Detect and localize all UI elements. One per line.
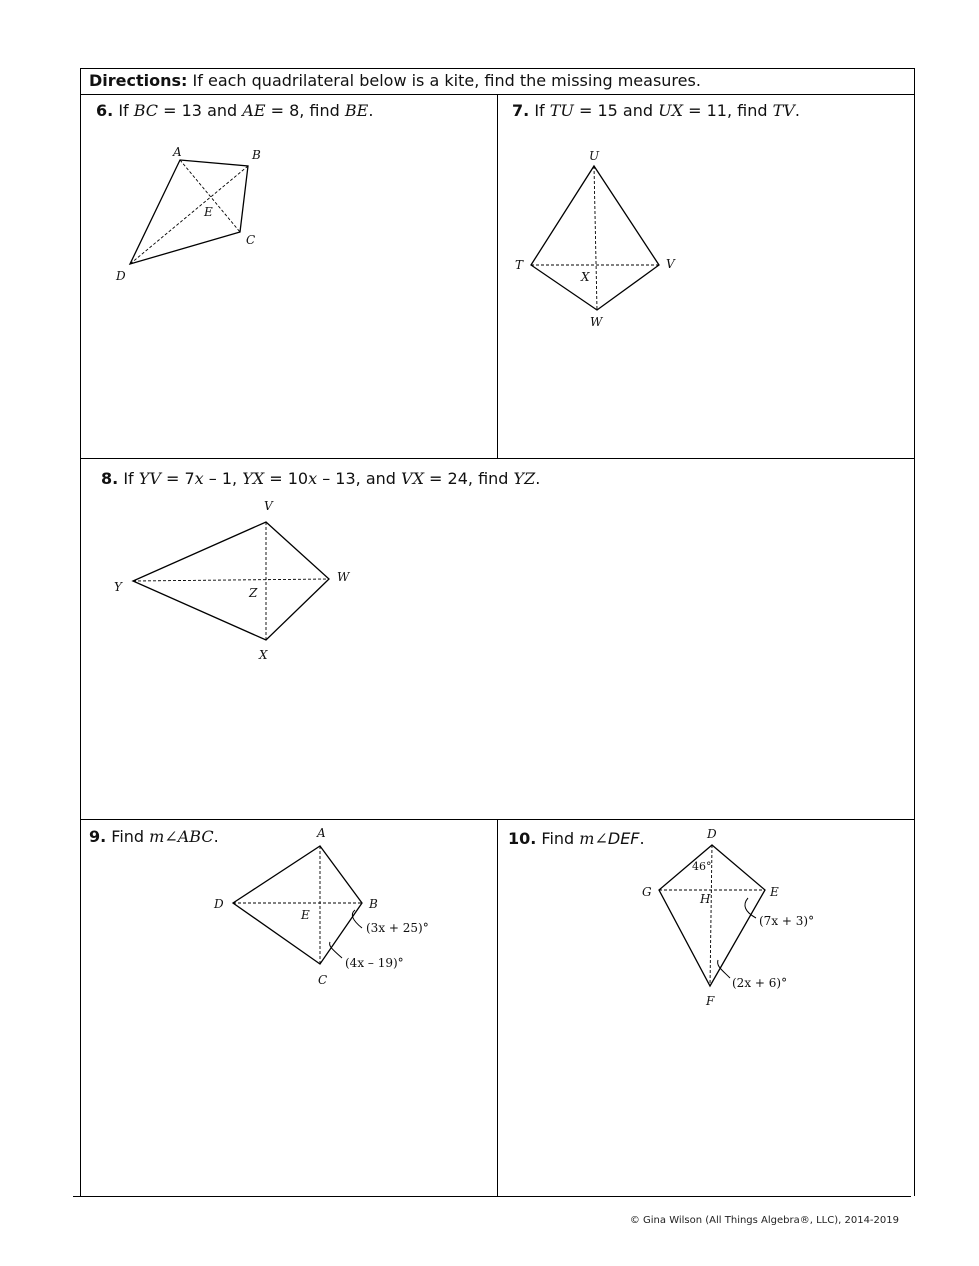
vertex-label-A: A [173, 145, 182, 159]
angle-label-46: 46° [692, 860, 712, 873]
vertex-label-D: D [116, 269, 126, 283]
vertex-label-E: E [301, 908, 310, 922]
vertex-label-T: T [515, 258, 524, 272]
problem-number: 9. [89, 827, 107, 846]
vertex-label-H: H [700, 892, 711, 906]
kite-10-outline [659, 845, 765, 986]
copyright-footer: © Gina Wilson (All Things Algebra®, LLC), 2014-2019 [629, 1215, 899, 1226]
problem-6-prompt: 6. If BC = 13 and AE = 8, find BE. [96, 101, 374, 120]
vertex-label-F: F [706, 994, 715, 1008]
directions-text: If each quadrilateral below is a kite, find the missing measures. [192, 71, 701, 90]
vertex-label-C: C [318, 973, 328, 987]
angle-label-1: (3x + 25)° [366, 921, 429, 935]
vertex-label-X: X [581, 270, 590, 284]
problem-number: 10. [508, 829, 537, 848]
directions-label: Directions: [89, 71, 188, 90]
problem-9-prompt: 9. Find m∠ABC. [89, 827, 219, 846]
problem-number: 6. [96, 101, 114, 120]
angle-label-1: (7x + 3)° [759, 914, 815, 928]
problem-number: 8. [101, 469, 119, 488]
vertex-label-Z: Z [249, 586, 258, 600]
vertex-label-X: X [259, 648, 268, 662]
angle-label-2: (2x + 6)° [732, 976, 788, 990]
vertex-label-Y: Y [114, 580, 122, 594]
problem-7-prompt: 7. If TU = 15 and UX = 11, find TV. [512, 101, 800, 120]
vertex-label-W: W [337, 570, 350, 584]
problem-8-prompt: 8. If YV = 7x – 1, YX = 10x – 13, and VX = 24, find YZ. [101, 469, 541, 488]
vertex-label-B: B [369, 897, 378, 911]
vertex-label-E: E [770, 885, 779, 899]
vertex-label-G: G [642, 885, 652, 899]
angle-label-2: (4x – 19)° [345, 956, 404, 970]
vertex-label-A: A [317, 826, 326, 840]
problem-number: 7. [512, 101, 530, 120]
vertex-label-C: C [246, 233, 256, 247]
vertex-label-U: U [589, 149, 600, 163]
vertex-label-B: B [252, 148, 261, 162]
vertex-label-D: D [214, 897, 224, 911]
vertex-label-V: V [264, 499, 273, 513]
vertex-label-D: D [707, 827, 717, 841]
problem-10-prompt: 10. Find m∠DEF. [508, 829, 645, 848]
vertex-label-W: W [590, 315, 603, 329]
vertex-label-E: E [204, 205, 213, 219]
vertex-label-V: V [666, 257, 675, 271]
